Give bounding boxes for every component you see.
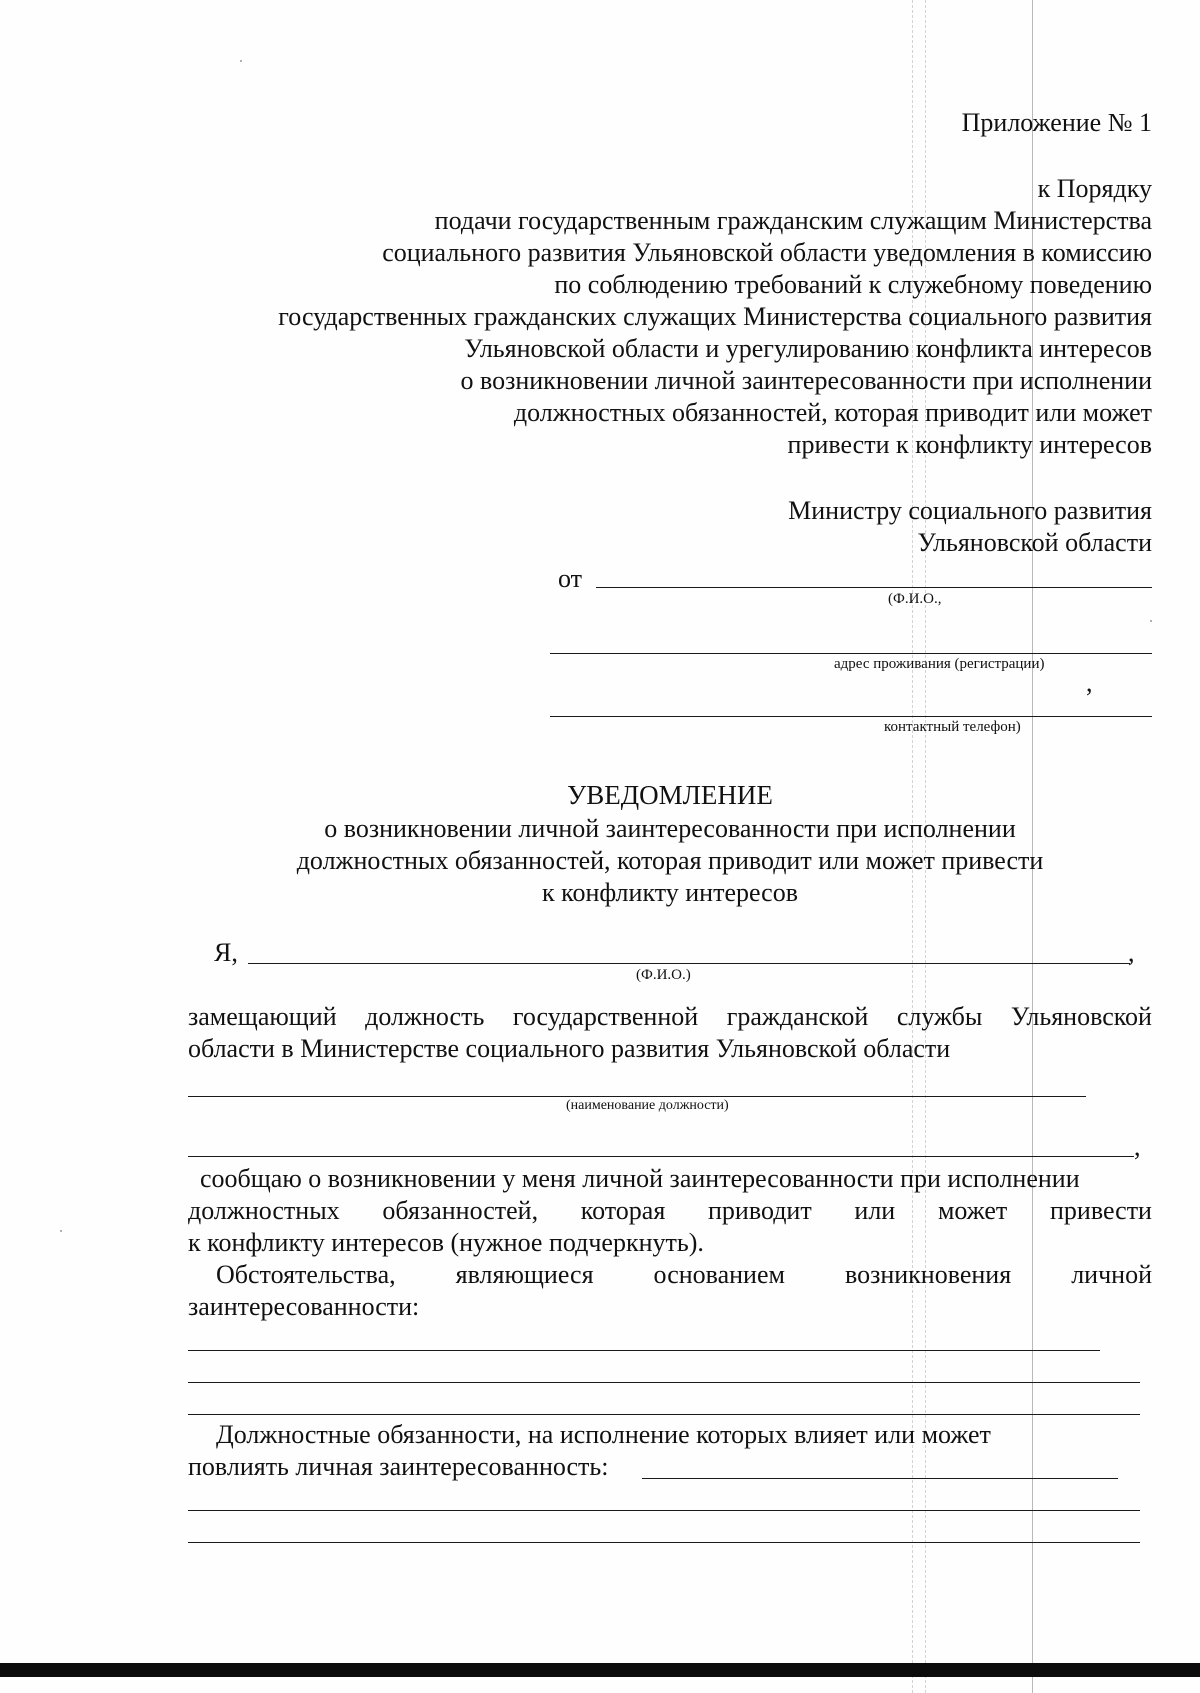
address-line[interactable] bbox=[550, 653, 1152, 654]
word: основанием bbox=[653, 1260, 785, 1289]
word: являющиеся bbox=[455, 1260, 594, 1289]
from-label: от bbox=[558, 564, 583, 593]
word: Обстоятельства, bbox=[216, 1260, 396, 1289]
addressee-line: Ульяновской области bbox=[917, 528, 1152, 557]
report-line-1: сообщаю о возникновении у меня личной заинтересованности при исполнении bbox=[200, 1164, 1080, 1193]
report-line-3: к конфликту интересов (нужное подчеркнуть). bbox=[188, 1228, 704, 1257]
position-line-2: области в Министерстве социального развития Ульяновской области bbox=[188, 1034, 951, 1063]
appendix-line: по соблюдению требований к служебному поведению bbox=[554, 270, 1152, 299]
circumstances-line-1 bbox=[216, 1260, 1152, 1290]
scan-speck bbox=[1150, 620, 1152, 622]
word: привести bbox=[1050, 1196, 1152, 1225]
notice-title: УВЕДОМЛЕНИЕ bbox=[567, 780, 773, 810]
appendix-line: о возникновении личной заинтересованности при исполнении bbox=[460, 366, 1152, 395]
word: должностных bbox=[188, 1196, 340, 1225]
duties-line-2: повлиять личная заинтересованность: bbox=[188, 1452, 609, 1481]
word: должность bbox=[365, 1002, 485, 1031]
position-name-line-2[interactable] bbox=[188, 1156, 1134, 1157]
appendix-line: социального развития Ульяновской области уведомления в комиссию bbox=[382, 238, 1152, 267]
appendix-line: подачи государственным гражданским служащим Министерства bbox=[434, 206, 1152, 235]
duties-blank-line[interactable] bbox=[642, 1478, 1118, 1479]
position-name-caption: (наименование должности) bbox=[566, 1098, 729, 1113]
addressee-line: Министру социального развития bbox=[788, 496, 1152, 525]
position-comma: , bbox=[1134, 1132, 1141, 1161]
scan-edge-bar bbox=[0, 1663, 1200, 1677]
circumstances-blank-line[interactable] bbox=[188, 1414, 1140, 1415]
appendix-line: привести к конфликту интересов bbox=[787, 430, 1152, 459]
circumstances-blank-line[interactable] bbox=[188, 1382, 1140, 1383]
report-line-2 bbox=[188, 1196, 1152, 1226]
word: которая bbox=[580, 1196, 666, 1225]
word: обязанностей, bbox=[382, 1196, 539, 1225]
word: личной bbox=[1071, 1260, 1152, 1289]
notice-subtitle-line: должностных обязанностей, которая приводит или может привести bbox=[296, 846, 1044, 875]
phone-line[interactable] bbox=[550, 716, 1152, 717]
word: гражданской bbox=[726, 1002, 869, 1031]
from-fio-line[interactable] bbox=[596, 587, 1152, 588]
circumstances-line-2: заинтересованности: bbox=[188, 1292, 420, 1321]
scan-speck bbox=[240, 60, 242, 62]
word: государственной bbox=[512, 1002, 699, 1031]
appendix-to-order: к Порядку bbox=[1037, 174, 1152, 203]
word: может bbox=[937, 1196, 1008, 1225]
address-comma: , bbox=[1086, 668, 1093, 697]
scan-speck bbox=[60, 1230, 62, 1232]
appendix-line: Ульяновской области и урегулированию конфликта интересов bbox=[464, 334, 1152, 363]
appendix-line: государственных гражданских служащих Министерства социального развития bbox=[278, 302, 1152, 331]
position-line-1 bbox=[188, 1002, 1152, 1032]
declarant-fio-caption: (Ф.И.О.) bbox=[636, 967, 691, 983]
appendix-line: должностных обязанностей, которая приводит или может bbox=[513, 398, 1152, 427]
duties-line-1: Должностные обязанности, на исполнение которых влияет или может bbox=[216, 1420, 991, 1449]
notice-subtitle-line: к конфликту интересов bbox=[542, 878, 798, 907]
declarant-fio-comma: , bbox=[1128, 938, 1135, 967]
word: возникновения bbox=[844, 1260, 1012, 1289]
circumstances-blank-line[interactable] bbox=[188, 1350, 1100, 1351]
notice-subtitle-line: о возникновении личной заинтересованности при исполнении bbox=[324, 814, 1016, 843]
address-caption: адрес проживания (регистрации) bbox=[834, 656, 1045, 672]
word: Ульяновской bbox=[1010, 1002, 1152, 1031]
i-label: Я, bbox=[214, 938, 238, 967]
declarant-fio-line[interactable] bbox=[248, 963, 1130, 964]
duties-blank-line[interactable] bbox=[188, 1510, 1140, 1511]
duties-blank-line[interactable] bbox=[188, 1542, 1140, 1543]
word: замещающий bbox=[188, 1002, 337, 1031]
phone-caption: контактный телефон) bbox=[884, 719, 1021, 735]
appendix-number: Приложение № 1 bbox=[961, 108, 1152, 137]
word: приводит bbox=[708, 1196, 812, 1225]
word: или bbox=[854, 1196, 896, 1225]
word: службы bbox=[896, 1002, 983, 1031]
fio-caption: (Ф.И.О., bbox=[888, 591, 942, 607]
